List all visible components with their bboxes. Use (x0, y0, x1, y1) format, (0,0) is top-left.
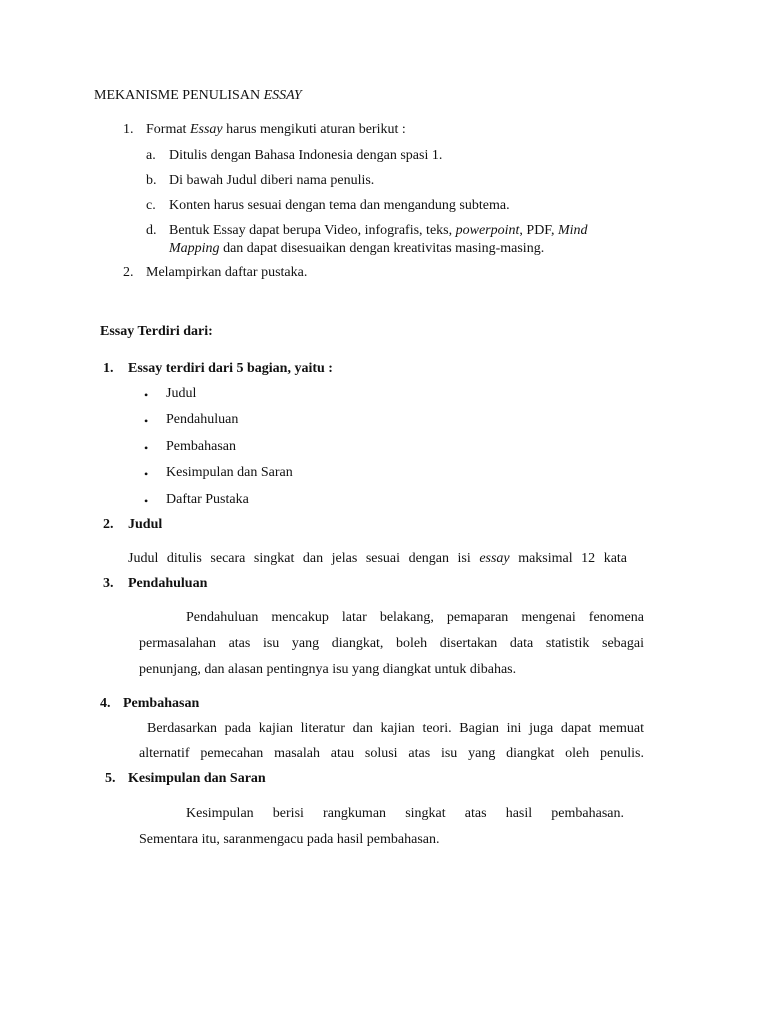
title-prefix: MEKANISME PENULISAN (94, 88, 261, 103)
bullet-text-pembahasan: Pembahasan (166, 439, 236, 454)
format-item-text (146, 122, 406, 139)
bullet-icon: • (144, 494, 149, 508)
part5-number: 5. (105, 771, 116, 786)
format-item2-number: 2. (123, 265, 134, 280)
part2-body (128, 551, 627, 568)
part4-line2: alternatif pemecahan masalah atau solusi atas isu yang diangkat oleh penulis. (139, 746, 644, 761)
bullet-text-daftar-pustaka: Daftar Pustaka (166, 492, 249, 507)
sub-letter-a: a. (146, 148, 156, 163)
sub-text-b: Di bawah Judul diberi nama penulis. (169, 173, 375, 188)
format-text-b: harus mengikuti aturan berikut : (226, 122, 406, 137)
sub-letter-b: b. (146, 173, 157, 188)
bullet-text-pendahuluan: Pendahuluan (166, 412, 239, 427)
sub-text-d-line1 (169, 223, 588, 240)
bullet-text-judul: Judul (166, 386, 197, 401)
sub-text-a: Ditulis dengan Bahasa Indonesia dengan spasi 1. (169, 148, 443, 163)
part2-body-a: Judul ditulis secara singkat dan jelas sesuai dengan isi (128, 551, 471, 566)
format-text-a: Format (146, 122, 187, 137)
part5-title: Kesimpulan dan Saran (128, 771, 266, 786)
bullet-icon: • (144, 388, 149, 402)
document-title (94, 88, 302, 105)
part2-body-b: maksimal 12 kata (518, 551, 628, 566)
sub-d-italic-powerpoint: powerpoint (455, 223, 520, 238)
sub-d-text-b: , PDF, (519, 223, 555, 238)
part3-line3: penunjang, dan alasan pentingnya isu yang diangkat untuk dibahas. (139, 662, 517, 677)
sub-letter-d: d. (146, 223, 157, 238)
part1-title: Essay terdiri dari 5 bagian, yaitu : (128, 361, 333, 376)
bullet-text-kesimpulan: Kesimpulan dan Saran (166, 465, 293, 480)
part2-body-italic: essay (479, 551, 510, 566)
format-item-number: 1. (123, 122, 134, 137)
part1-number: 1. (103, 361, 114, 376)
part4-title: Pembahasan (123, 696, 200, 711)
format-item2-text: Melampirkan daftar pustaka. (146, 265, 308, 280)
sub-text-c: Konten harus sesuai dengan tema dan mengandung subtema. (169, 198, 510, 213)
part3-title: Pendahuluan (128, 576, 208, 591)
bullet-icon: • (144, 441, 149, 455)
section-title: Essay Terdiri dari: (100, 324, 213, 339)
sub-text-d-line2 (169, 241, 544, 258)
part4-line1: Berdasarkan pada kajian literatur dan kajian teori. Bagian ini juga dapat memuat (147, 721, 644, 736)
bullet-icon: • (144, 467, 149, 481)
format-text-italic: Essay (189, 122, 223, 137)
part5-line1: Kesimpulan berisi rangkuman singkat atas hasil pembahasan. (186, 806, 624, 821)
sub-d-italic-mapping: Mapping (169, 241, 220, 256)
sub-d-text-c: dan dapat disesuaikan dengan kreativitas masing-masing. (223, 241, 545, 256)
part3-number: 3. (103, 576, 114, 591)
part4-number: 4. (100, 696, 111, 711)
bullet-icon: • (144, 414, 149, 428)
sub-letter-c: c. (146, 198, 156, 213)
part2-title: Judul (128, 517, 163, 532)
sub-d-italic-mind: Mind (557, 223, 588, 238)
part3-line1: Pendahuluan mencakup latar belakang, pemaparan mengenai fenomena (186, 610, 644, 625)
part2-number: 2. (103, 517, 114, 532)
part5-line2: Sementara itu, saranmengacu pada hasil pembahasan. (139, 832, 440, 847)
sub-d-text-a: Bentuk Essay dapat berupa Video, infografis, teks, (169, 223, 453, 238)
title-italic: ESSAY (263, 88, 302, 103)
part3-line2: permasalahan atas isu yang diangkat, boleh disertakan data statistik sebagai (139, 636, 644, 651)
